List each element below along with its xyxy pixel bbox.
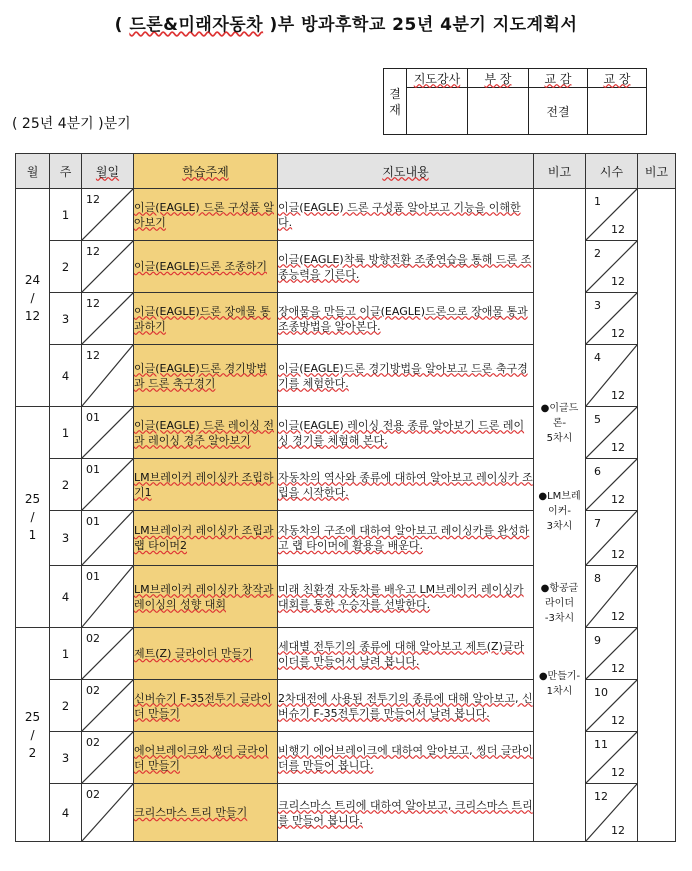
content-cell: 이글(EAGLE)드론 경기방법을 알아보고 드론 축구경기를 체험한다.	[278, 345, 534, 407]
approval-sign-head	[468, 88, 529, 135]
hours-number: 7	[594, 517, 601, 530]
topic-cell: 신버슈기 F-35전투기 글라이더 만들기	[134, 680, 278, 732]
month-year: 25	[24, 492, 41, 506]
topic-cell: 이글(EAGLE) 드론 구성품 알아보기	[134, 189, 278, 241]
note-cell	[534, 189, 586, 842]
header-month: 월	[16, 154, 50, 189]
hours-cell	[586, 345, 638, 407]
date-cell	[82, 345, 134, 407]
approval-header-instructor: 지도강사	[407, 69, 468, 88]
date-cell	[82, 784, 134, 842]
header-note: 비고	[534, 154, 586, 189]
date-cell	[82, 628, 134, 680]
date-cell	[82, 459, 134, 511]
date-cell	[82, 566, 134, 628]
date-value: 12	[86, 349, 100, 362]
note-line: 론-	[552, 418, 567, 429]
quarter-label: ( 25년 4분기 )분기	[12, 116, 131, 132]
hours-total: 12	[611, 441, 625, 454]
approval-header-head: 부 장	[468, 69, 529, 88]
hours-total: 12	[611, 275, 625, 288]
topic-cell: LM브레이커 레이싱카 창작과 레이싱의 성향 대회	[134, 566, 278, 628]
approval-sign-principal	[588, 88, 647, 135]
date-cell	[82, 680, 134, 732]
hours-cell	[586, 189, 638, 241]
topic-cell: 이글(EAGLE)드론 조종하기	[134, 241, 278, 293]
hours-number: 8	[594, 572, 601, 585]
hours-number: 10	[594, 686, 608, 699]
note-line: ●LM브레	[538, 491, 581, 502]
content-cell: 미래 친환경 자동차를 배우고 LM브레이커 레이싱카 대회를 통한 우승자를 선발한다.	[278, 566, 534, 628]
content-cell: 자동차의 구조에 대하여 알아보고 레이싱카를 완성하고 랩 타이머에 활용을 배운다.	[278, 511, 534, 566]
content-cell: 세대별 전투기의 종류에 대해 알아보고 제트(Z)글라이더를 만들어서 날려 봅니다.	[278, 628, 534, 680]
date-value: 12	[86, 245, 100, 258]
header-topic: 학습주제	[134, 154, 278, 189]
content-cell: 장애물을 만들고 이글(EAGLE)드론으로 장애물 통과 조종방법을 알아본다.	[278, 293, 534, 345]
month-value: 12	[24, 308, 41, 323]
date-value: 12	[86, 297, 100, 310]
note-block	[534, 669, 585, 699]
month-cell	[16, 189, 50, 407]
approval-side-label-2: 재	[389, 102, 401, 117]
hours-number: 12	[594, 790, 608, 803]
date-value: 01	[86, 515, 100, 528]
note-block	[534, 581, 585, 626]
month-year: 25	[24, 709, 41, 724]
hours-total: 12	[611, 223, 625, 236]
note-line: 5차시	[546, 433, 573, 444]
approval-header-principal: 교 장	[588, 69, 647, 88]
hours-number: 4	[594, 351, 601, 364]
title-suffix: )부 방과후학교 25년 4분기 지도계획서	[263, 15, 578, 35]
week-cell: 1	[50, 407, 82, 459]
hours-total: 12	[611, 714, 625, 727]
note-line: 1차시	[546, 686, 573, 697]
date-value: 02	[86, 684, 100, 697]
week-cell: 4	[50, 566, 82, 628]
title-prefix: (	[114, 15, 130, 35]
hours-total: 12	[611, 824, 625, 837]
hours-number: 11	[594, 738, 608, 751]
content-cell: 2차대전에 사용된 전투기의 종류에 대해 알아보고, 신버슈기 F-35전투기를 만들어서 날려 봅니다.	[278, 680, 534, 732]
hours-number: 6	[594, 465, 601, 478]
hours-cell	[586, 407, 638, 459]
hours-total: 12	[611, 548, 625, 561]
table-header-row	[16, 154, 676, 189]
hours-cell	[586, 732, 638, 784]
hours-number: 3	[594, 299, 601, 312]
month-sep: /	[30, 290, 35, 305]
note-block	[534, 489, 585, 534]
note-line: 라이더	[545, 598, 574, 609]
hours-number: 2	[594, 247, 601, 260]
note-block	[534, 401, 585, 446]
month-year: 24	[24, 272, 41, 287]
hours-cell	[586, 459, 638, 511]
week-cell: 4	[50, 345, 82, 407]
hours-cell	[586, 566, 638, 628]
note-line: -3차시	[544, 613, 575, 624]
week-cell: 2	[50, 680, 82, 732]
topic-cell: 이글(EAGLE) 드론 레이싱 전과 레이싱 경주 알아보기	[134, 407, 278, 459]
hours-total: 12	[611, 766, 625, 779]
topic-cell: 제트(Z) 글라이더 만들기	[134, 628, 278, 680]
note2-cell	[638, 189, 676, 842]
hours-number: 5	[594, 413, 601, 426]
header-week: 주	[50, 154, 82, 189]
date-value: 02	[86, 788, 100, 801]
title-department: 드론&미래자동차	[129, 15, 264, 35]
date-value: 12	[86, 193, 100, 206]
approval-box	[383, 68, 647, 135]
date-cell	[82, 241, 134, 293]
date-value: 01	[86, 463, 100, 476]
approval-side-label-1: 결	[389, 86, 401, 101]
topic-cell: 크리스마스 트리 만들기	[134, 784, 278, 842]
date-value: 02	[86, 736, 100, 749]
plan-table	[15, 153, 676, 842]
hours-cell	[586, 680, 638, 732]
hours-total: 12	[611, 493, 625, 506]
topic-cell: 이글(EAGLE)드론 장애물 통과하기	[134, 293, 278, 345]
content-cell: 이글(EAGLE) 레이싱 전용 종류 알아보기 드론 레이싱 경기를 체험해 본다.	[278, 407, 534, 459]
hours-total: 12	[611, 610, 625, 623]
note-line: ●항공글	[540, 583, 579, 594]
hours-cell	[586, 784, 638, 842]
hours-total: 12	[611, 327, 625, 340]
hours-number: 1	[594, 195, 601, 208]
header-note2: 비고	[638, 154, 676, 189]
week-cell: 3	[50, 293, 82, 345]
month-sep: /	[30, 510, 35, 524]
hours-cell	[586, 241, 638, 293]
month-cell	[16, 628, 50, 842]
week-cell: 3	[50, 732, 82, 784]
note-line: ●만들기-	[538, 671, 581, 682]
date-cell	[82, 732, 134, 784]
month-value: 2	[28, 745, 37, 760]
content-cell: 자동차의 역사와 종류에 대하여 알아보고 레이싱카 조립을 시작한다.	[278, 459, 534, 511]
hours-cell	[586, 628, 638, 680]
date-cell	[82, 189, 134, 241]
week-cell: 2	[50, 459, 82, 511]
table-row	[16, 189, 676, 241]
content-cell: 크리스마스 트리에 대하여 알아보고, 크리스마스 트리를 만들어 봅니다.	[278, 784, 534, 842]
approval-side-label	[384, 69, 407, 135]
date-cell	[82, 293, 134, 345]
page-title	[0, 10, 692, 35]
topic-cell: LM브레이커 레이싱카 조립하기1	[134, 459, 278, 511]
date-value: 01	[86, 411, 100, 424]
week-cell: 2	[50, 241, 82, 293]
approval-header-vice-principal: 교 감	[529, 69, 588, 88]
approval-sign-instructor	[407, 88, 468, 135]
note-line: 3차시	[546, 521, 573, 532]
topic-cell: 에어브레이크와 씽더 글라이더 만들기	[134, 732, 278, 784]
date-value: 02	[86, 632, 100, 645]
date-cell	[82, 511, 134, 566]
hours-total: 12	[611, 389, 625, 402]
header-hours: 시수	[586, 154, 638, 189]
header-date: 월일	[82, 154, 134, 189]
content-cell: 비행기 에어브레이크에 대하여 알아보고, 씽더 글라이더를 만들어 봅니다.	[278, 732, 534, 784]
content-cell: 이글(EAGLE) 드론 구성품 알아보고 기능을 이해한다.	[278, 189, 534, 241]
hours-total: 12	[611, 662, 625, 675]
topic-cell: LM브레이커 레이싱카 조립과 랩 타이머2	[134, 511, 278, 566]
hours-cell	[586, 511, 638, 566]
week-cell: 1	[50, 189, 82, 241]
week-cell: 1	[50, 628, 82, 680]
month-value: 1	[28, 528, 37, 542]
week-cell: 3	[50, 511, 82, 566]
approval-sign-vice-principal: 전결	[529, 88, 588, 135]
content-cell: 이글(EAGLE)착륙 방향전환 조종연습을 통해 드론 조종능력을 기른다.	[278, 241, 534, 293]
note-line: 이커-	[548, 506, 571, 517]
header-content: 지도내용	[278, 154, 534, 189]
date-value: 01	[86, 570, 100, 583]
month-sep: /	[30, 727, 35, 742]
topic-cell: 이글(EAGLE)드론 경기방법과 드론 축구경기	[134, 345, 278, 407]
hours-cell	[586, 293, 638, 345]
hours-number: 9	[594, 634, 601, 647]
month-cell	[16, 407, 50, 628]
week-cell: 4	[50, 784, 82, 842]
date-cell	[82, 407, 134, 459]
note-line: ●이글드	[540, 403, 579, 414]
